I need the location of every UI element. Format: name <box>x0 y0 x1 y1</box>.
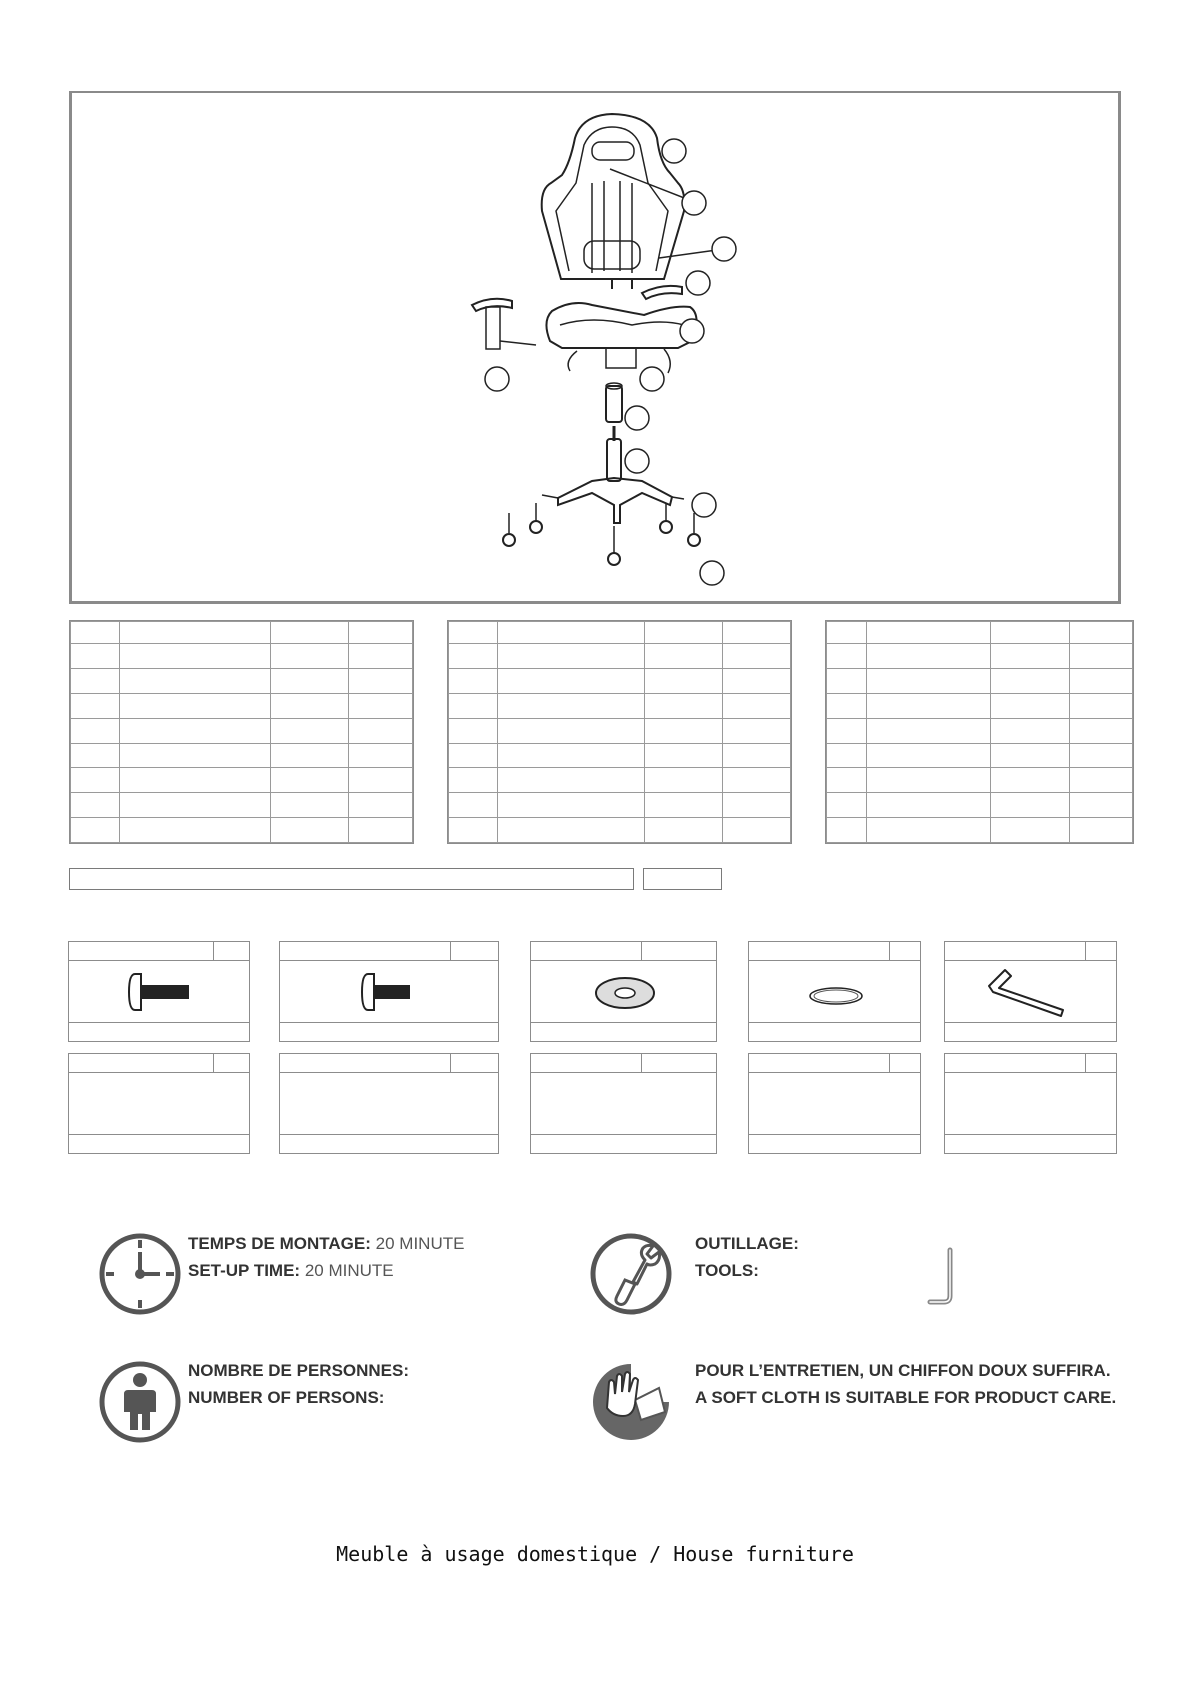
reference-bar-small <box>643 868 722 890</box>
hardware-box-empty <box>530 1053 717 1154</box>
hardware-box-washer <box>530 941 717 1042</box>
parts-table-3 <box>825 620 1134 844</box>
callout-bubble <box>625 449 649 473</box>
hardware-box-empty <box>279 1053 499 1154</box>
setup-time-text <box>188 1230 464 1284</box>
care-text <box>695 1357 1116 1411</box>
washer-icon <box>531 960 716 1024</box>
care-fr-text: POUR L’ENTRETIEN, UN CHIFFON DOUX SUFFIRA. <box>695 1361 1111 1380</box>
caster <box>688 534 700 546</box>
armrest-right <box>642 286 682 299</box>
callout-bubble <box>692 493 716 517</box>
hardware-box-clip-ring <box>748 941 921 1042</box>
gas-lift-cover <box>606 386 622 422</box>
callout-bubble <box>686 271 710 295</box>
seat <box>546 303 696 348</box>
caster <box>608 553 620 565</box>
setup-time-en-value: 20 MINUTE <box>304 1261 394 1280</box>
hardware-box-bolt-long <box>68 941 250 1042</box>
setup-time-en-label: SET-UP TIME: <box>188 1261 301 1280</box>
person-icon <box>98 1360 182 1444</box>
wrench-screwdriver-icon <box>589 1232 673 1316</box>
gas-lift <box>607 439 621 481</box>
hardware-box-allen-key <box>944 941 1117 1042</box>
callout-bubble <box>662 139 686 163</box>
hardware-box-bolt-short <box>279 941 499 1042</box>
bolt-long-icon <box>69 960 249 1024</box>
clip-ring-icon <box>749 960 920 1024</box>
exploded-diagram-frame <box>69 91 1121 604</box>
tools-text <box>695 1230 799 1284</box>
tools-fr-label: OUTILLAGE: <box>695 1234 799 1253</box>
callout-bubble <box>712 237 736 261</box>
backrest <box>542 114 685 279</box>
setup-time-fr-value: 20 MINUTE <box>375 1234 465 1253</box>
chair-exploded-diagram <box>72 93 1118 602</box>
callout-bubble <box>485 367 509 391</box>
allen-key-icon <box>926 1246 960 1306</box>
hardware-box-empty <box>68 1053 250 1154</box>
callout-bubble <box>640 367 664 391</box>
bolt-short-icon <box>280 960 498 1024</box>
persons-en-label: NUMBER OF PERSONS: <box>188 1388 385 1407</box>
caster <box>660 521 672 533</box>
caster <box>503 534 515 546</box>
setup-time-fr-label: TEMPS DE MONTAGE: <box>188 1234 371 1253</box>
care-en-text: A SOFT CLOTH IS SUITABLE FOR PRODUCT CARE. <box>695 1388 1117 1407</box>
footer-caption: Meuble à usage domestique / House furniture <box>336 1542 854 1566</box>
reference-bar <box>69 868 634 890</box>
clock-icon <box>98 1232 182 1316</box>
armrest-left <box>472 299 512 311</box>
caster <box>530 521 542 533</box>
callout-bubble <box>625 406 649 430</box>
parts-table-2 <box>447 620 792 844</box>
hardware-box-empty <box>944 1053 1117 1154</box>
persons-text <box>188 1357 409 1411</box>
callout-bubble <box>682 191 706 215</box>
hardware-box-empty <box>748 1053 921 1154</box>
persons-fr-label: NOMBRE DE PERSONNES: <box>188 1361 410 1380</box>
glove-cloth-icon <box>589 1360 673 1444</box>
callout-bubble <box>700 561 724 585</box>
allen-key-hardware-icon <box>945 960 1116 1024</box>
parts-table-1 <box>69 620 414 844</box>
headrest-pillow <box>592 142 634 160</box>
star-base <box>558 478 672 523</box>
tools-en-label: TOOLS: <box>695 1261 759 1280</box>
seat-mechanism <box>606 348 636 368</box>
callout-bubble <box>680 319 704 343</box>
